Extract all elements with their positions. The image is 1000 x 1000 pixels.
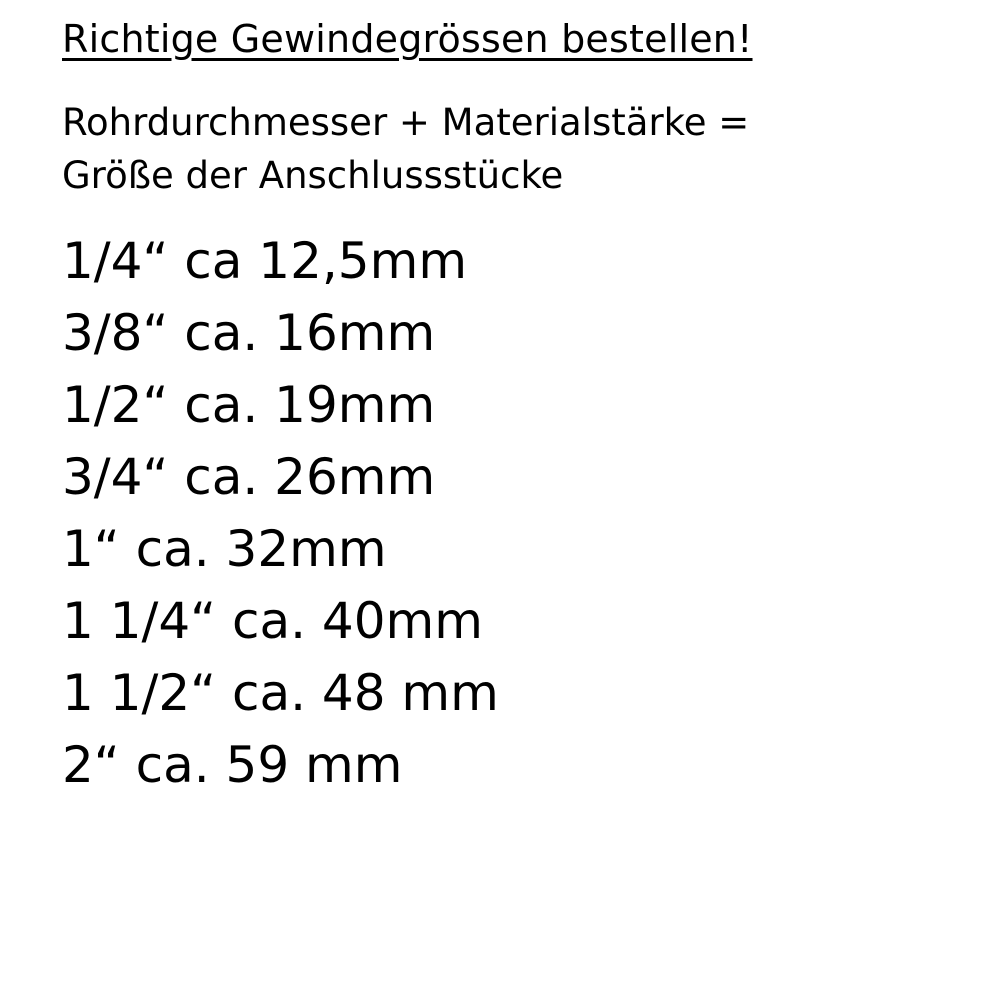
list-item: 1“ ca. 32mm bbox=[62, 519, 387, 578]
intro-line-1: Rohrdurchmesser + Materialstärke = bbox=[62, 100, 750, 144]
thread-size-list bbox=[62, 225, 970, 801]
list-item: 1/2“ ca. 19mm bbox=[62, 375, 436, 434]
list-item: 3/4“ ca. 26mm bbox=[62, 447, 436, 506]
intro-line-2: Größe der Anschlussstücke bbox=[62, 154, 564, 198]
list-item: 3/8“ ca. 16mm bbox=[62, 303, 436, 362]
intro-paragraph bbox=[62, 96, 942, 203]
page-title: Richtige Gewindegrössen bestellen! bbox=[62, 17, 753, 61]
list-item: 1 1/2“ ca. 48 mm bbox=[62, 663, 499, 722]
list-item: 2“ ca. 59 mm bbox=[62, 735, 403, 794]
list-item: 1/4“ ca 12,5mm bbox=[62, 231, 468, 290]
list-item: 1 1/4“ ca. 40mm bbox=[62, 591, 483, 650]
